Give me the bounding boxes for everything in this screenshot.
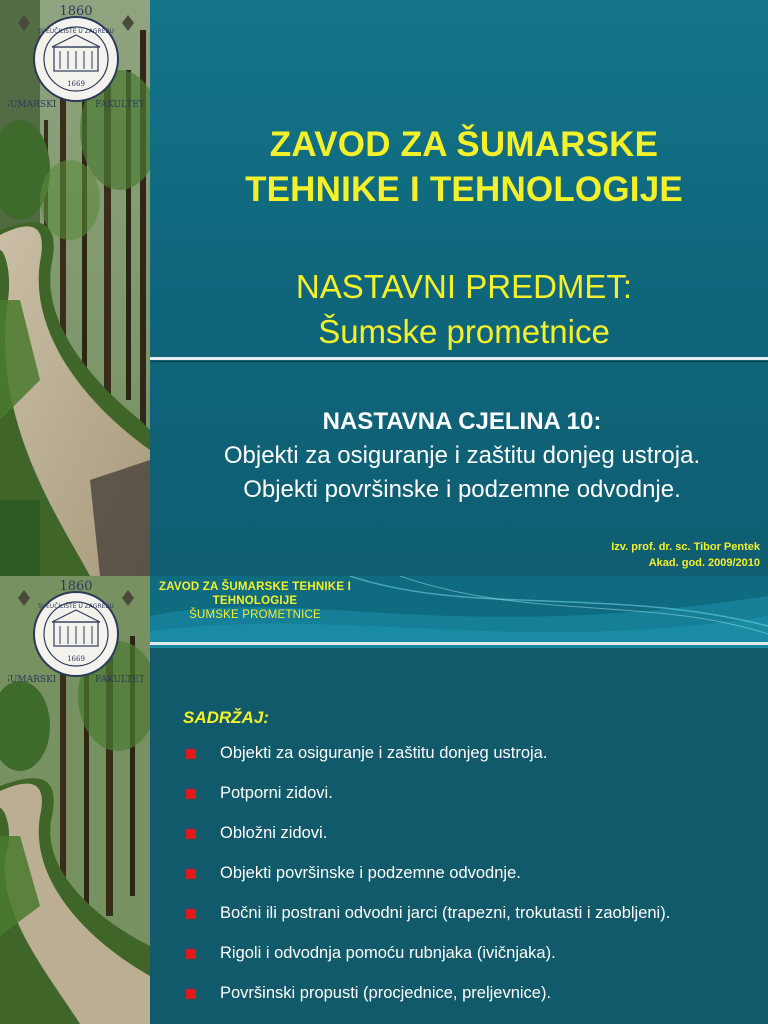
- list-item: [180, 902, 736, 925]
- red-square-bullet-icon: [186, 789, 196, 799]
- red-square-bullet-icon: [186, 869, 196, 879]
- author-block: [611, 539, 760, 571]
- divider-line: [150, 357, 768, 360]
- teaching-unit-title: NASTAVNA CJELINA 10:: [322, 408, 602, 435]
- seal-side-left: ŠUMARSKI: [8, 100, 57, 110]
- institute-title: [160, 122, 768, 212]
- seal-year-top: 1860: [59, 4, 93, 19]
- red-square-bullet-icon: [186, 749, 196, 759]
- course-subject: [160, 264, 768, 354]
- red-square-bullet-icon: [186, 909, 196, 919]
- list-item: [180, 982, 736, 1005]
- slide-header-subject: ŠUMSKE PROMETNICE: [189, 609, 321, 621]
- red-square-bullet-icon: [186, 949, 196, 959]
- contents-list: [180, 742, 736, 1022]
- seal-side-right: FAKULTET: [95, 100, 144, 110]
- list-item-text: Površinski propusti (procjednice, preljevnice).: [220, 984, 552, 1002]
- faculty-seal-icon: [8, 3, 144, 111]
- seal-arc-text: SVEUČILIŠTE U ZAGREBU: [38, 603, 114, 610]
- list-item-text: Objekti površinske i podzemne odvodnje.: [220, 864, 521, 882]
- header-divider: [150, 642, 768, 645]
- seal-year-bottom: 1669: [67, 80, 85, 88]
- teaching-unit-line2: Objekti površinske i podzemne odvodnje.: [243, 476, 681, 503]
- list-item-text: Objekti za osiguranje i zaštitu donjeg ustroja.: [220, 744, 548, 762]
- slide-header: [147, 580, 363, 622]
- red-square-bullet-icon: [186, 829, 196, 839]
- divider-shadow: [150, 361, 768, 362]
- academic-year: Akad. god. 2009/2010: [648, 557, 760, 569]
- contents-slide: [0, 576, 768, 1024]
- list-item-text: Potporni zidovi.: [220, 784, 333, 802]
- institute-title-line2: TEHNIKE I TEHNOLOGIJE: [245, 170, 683, 209]
- list-item-text: Rigoli i odvodnja pomoću rubnjaka (ivičnjaka).: [220, 944, 556, 962]
- seal-arc-text: SVEUČILIŠTE U ZAGREBU: [38, 28, 114, 35]
- seal-side-right: FAKULTET: [95, 675, 144, 685]
- seal-side-left: ŠUMARSKI: [8, 675, 57, 685]
- list-item-text: Obložni zidovi.: [220, 824, 328, 842]
- faculty-seal-icon: [8, 578, 144, 686]
- teaching-unit: [156, 405, 768, 507]
- contents-heading: SADRŽAJ:: [183, 708, 269, 727]
- list-item-text: Bočni ili postrani odvodni jarci (trapezni, trokutasti i zaobljeni).: [220, 904, 671, 922]
- teaching-unit-line1: Objekti za osiguranje i zaštitu donjeg ustroja.: [223, 442, 701, 469]
- list-item: [180, 822, 736, 845]
- list-item: [180, 862, 736, 885]
- course-subject-label: NASTAVNI PREDMET:: [295, 268, 633, 305]
- seal-year-bottom: 1669: [67, 655, 85, 663]
- seal-year-top: 1860: [59, 579, 93, 594]
- list-item: [180, 782, 736, 805]
- institute-title-line1: ZAVOD ZA ŠUMARSKE: [269, 125, 659, 164]
- author-name: Izv. prof. dr. sc. Tibor Pentek: [611, 541, 760, 553]
- slide-header-line1: ZAVOD ZA ŠUMARSKE TEHNIKE I: [159, 581, 351, 593]
- red-square-bullet-icon: [186, 989, 196, 999]
- slide-header-line2: TEHNOLOGIJE: [212, 595, 298, 607]
- list-item: [180, 742, 736, 765]
- course-subject-name: Šumske prometnice: [318, 313, 610, 350]
- list-item: [180, 942, 736, 965]
